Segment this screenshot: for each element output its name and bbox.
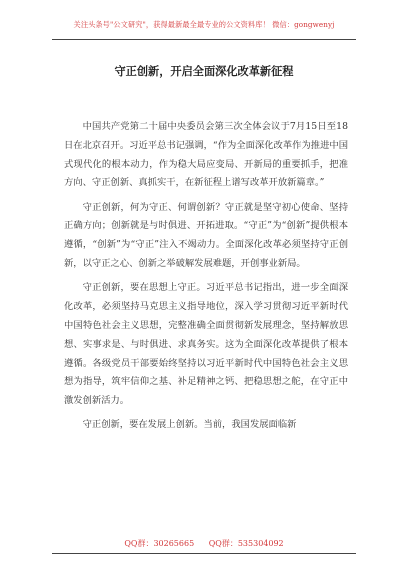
footer-divider [52, 553, 356, 554]
body-paragraph: 守正创新，要在发展上创新。当前，我国发展面临新 [82, 419, 297, 431]
page-footer [0, 538, 408, 549]
body-paragraph: 守正创新，要在思想上守正。习近平总书记指出，进一步全面深化改革，必须坚持马克思主义指导地位，深入学习贯彻习近平新时代中国特色社会主义思想，完整准确全面贯彻新发展理念，坚持解放思想、实事求是、与时俱进、求真务实。这为全面深化改革提供了根本遵循。各级党员干部要始终坚持以习近平新时代中国特色社会主义思想为指导，筑牢信仰之基、补足精神之钙、把稳思想之舵，在守正中激发创新活力。 [64, 282, 348, 407]
document-title: 守正创新，开启全面深化改革新征程 [114, 64, 294, 78]
footer-qq-group-1: QQ群：30265665 [124, 539, 195, 548]
document-body [64, 118, 348, 441]
footer-qq-group-2: QQ群：535304092 [208, 539, 284, 548]
header-divider [52, 39, 356, 40]
body-paragraph: 中国共产党第二十届中央委员会第三次全体会议于7月15日至18日在北京召开。习近平总书记强调，“作为全面深化改革作为推进中国式现代化的根本动力，作为稳大局应变局、开新局的重要抓手，把准方向、守正创新、真抓实干，在新征程上谱写改革开放新篇章。” [64, 121, 348, 189]
page-header-banner: 关注头条号"公文研究"，获得最新最全最专业的公文资料库！ 微信：gongwenyj [73, 20, 335, 29]
body-paragraph: 守正创新，何为守正、何谓创新？守正就是坚守初心使命、坚持正确方向；创新就是与时俱进、开拓进取。“守正”为“创新”提供根本遵循，“创新”为“守正”注入不竭动力。全面深化改革必须坚持守正创新，以守正之心、创新之举破解发展难题，开创事业新局。 [64, 201, 348, 270]
